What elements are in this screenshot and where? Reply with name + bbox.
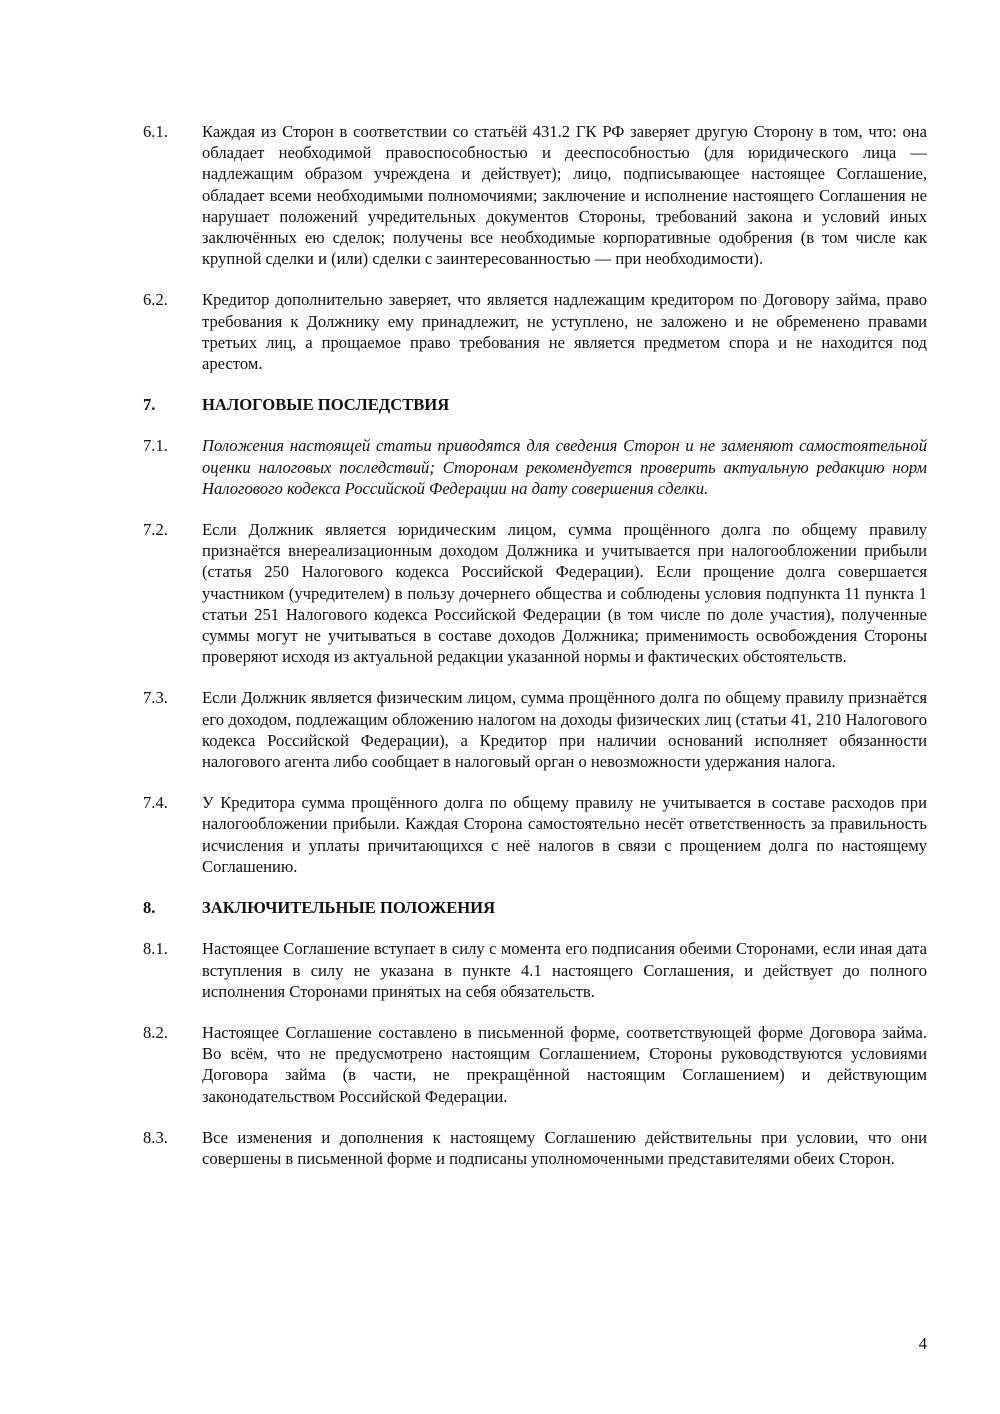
clause-number: 7.2. <box>143 520 168 540</box>
section-heading-8 <box>143 897 927 918</box>
clause-number: 8.1. <box>143 939 168 959</box>
clause-8-1 <box>143 938 927 1002</box>
page-number: 4 <box>918 1334 927 1353</box>
clause-text: Настоящее Соглашение составлено в письменной форме, соответствующей форме Договора займа. Во всём, что не предусмотрено настоящим Соглашением, Стороны руководствуются условиями Договора займа (в части, не прекращённой настоящим Соглашением) и действующим законодательством Российской Федерации. <box>202 1022 927 1106</box>
clause-number: 6.2. <box>143 290 168 310</box>
clause-number: 7.1. <box>143 436 168 456</box>
clause-7-3 <box>143 687 927 772</box>
clause-7-1 <box>143 435 927 499</box>
clause-7-4 <box>143 792 927 877</box>
clause-number: 7.3. <box>143 688 168 708</box>
clause-text: Кредитор дополнительно заверяет, что является надлежащим кредитором по Договору займа, право требования к Должнику ему принадлежит, не уступлено, не заложено и не обременено правами третьих лиц, а прощаемое право требования не является предметом спора и не находится под арестом. <box>202 290 927 374</box>
section-number: 7. <box>143 395 156 415</box>
clause-text: У Кредитора сумма прощённого долга по общему правилу не учитывается в составе расходов при налогообложении прибыли. Каждая Сторона самостоятельно несёт ответственность за правильность исчисления и уплаты причитающихся с неё налогов в связи с прощением долга по настоящему Соглашению. <box>202 793 927 876</box>
section-heading-7 <box>143 394 927 415</box>
clause-text: Если Должник является физическим лицом, сумма прощённого долга по общему правилу признаётся его доходом, подлежащим обложению налогом на доходы физических лиц (статьи 41, 210 Налогового кодекса Российской Федерации), а Кредитор при наличии оснований исполняет обязанности налогового агента либо сообщает в налоговый орган о невозможности удержания налога. <box>202 688 927 772</box>
clause-7-2 <box>143 519 927 667</box>
clause-text: Каждая из Сторон в соответствии со статьёй 431.2 ГК РФ заверяет другую Сторону в том, что: она обладает необходимой правоспособностью и дееспособностью (для юридического лица — надлежащим образом учреждена и действует); лицо, подписывающее настоящее Соглашение, обладает всеми необходимыми полномочиями; заключение и исполнение настоящего Соглашения не нарушает положений учредительных документов Стороны, требований закона и условий иных заключённых ею сделок; получены все необходимые корпоративные одобрения (в том числе как крупной сделки и (или) сделки с заинтересованностью — при необходимости). <box>202 122 927 269</box>
clause-number: 8.3. <box>143 1127 168 1147</box>
clause-8-3 <box>143 1127 927 1169</box>
section-title: НАЛОГОВЫЕ ПОСЛЕДСТВИЯ <box>202 395 450 415</box>
clause-text: Настоящее Соглашение вступает в силу с момента его подписания обеими Сторонами, если иная дата вступления в силу не указана в пункте 4.1 настоящего Соглашения, и действует до полного исполнения Сторонами принятых на себя обязательств. <box>202 939 927 1001</box>
section-title: ЗАКЛЮЧИТЕЛЬНЫЕ ПОЛОЖЕНИЯ <box>202 898 496 918</box>
clause-text: Положения настоящей статьи приводятся для сведения Сторон и не заменяют самостоятельной оценки налоговых последствий; Сторонам рекомендуется проверить актуальную редакцию норм Налогового кодекса Российской Федерации на дату совершения сделки. <box>202 436 927 498</box>
clause-8-2 <box>143 1022 927 1107</box>
clause-6-1 <box>143 121 927 269</box>
clause-6-2 <box>143 289 927 374</box>
document-body <box>143 121 927 1189</box>
clause-number: 8.2. <box>143 1022 168 1042</box>
clause-number: 7.4. <box>143 793 168 813</box>
clause-number: 6.1. <box>143 122 168 141</box>
clause-text: Все изменения и дополнения к настоящему Соглашению действительны при условии, что они совершены в письменной форме и подписаны уполномоченными представителями обеих Сторон. <box>202 1127 927 1168</box>
section-number: 8. <box>143 898 156 918</box>
clause-text: Если Должник является юридическим лицом, сумма прощённого долга по общему правилу признаётся внереализационным доходом Должника и учитывается при налогообложении прибыли (статья 250 Налогового кодекса Российской Федерации). Если прощение долга совершается участником (учредителем) в пользу дочернего общества и соблюдены условия подпункта 11 пункта 1 статьи 251 Налогового кодекса Российской Федерации (в том числе по доле участия), полученные суммы могут не учитываться в составе доходов Должника; применимость освобождения Стороны проверяют исходя из актуальной редакции указанной нормы и фактических обстоятельств. <box>202 520 927 667</box>
